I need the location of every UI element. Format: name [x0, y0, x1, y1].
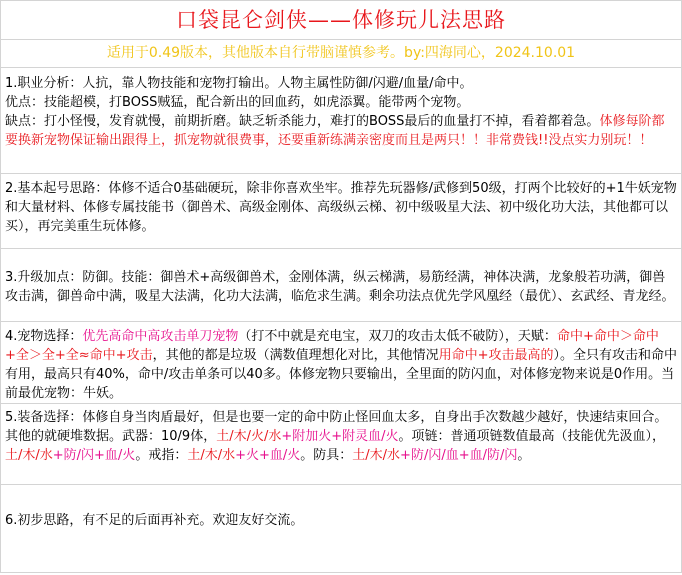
- pet-text-4: ）。全只有攻击和命中有用，最高只有40%，命中/攻击单条可以40多。体修宠物只要输出，全里面的防闪血，对体修宠物来说是0作用。当前最优宠物：牛妖。: [5, 348, 678, 401]
- pet-text-1: 4.宠物选择：: [5, 329, 83, 344]
- section-equipment: [1, 404, 681, 485]
- armor-elements: 土/木/水: [352, 448, 401, 463]
- section-job-analysis: [1, 68, 681, 174]
- equip-text-2: 。项链：普通项链数值最高（技能优先汲血），: [398, 429, 666, 444]
- page-title: 口袋昆仑剑侠——体修玩儿法思路: [1, 1, 681, 40]
- weapon-extras: +附加火+附灵血/火: [281, 429, 399, 444]
- pet-text-2: （打不中就是充电宝，双刀的攻击太低不破防），天赋：: [238, 329, 557, 344]
- necklace-extras: +防/闪+血/火: [52, 448, 136, 463]
- job-analysis-line: 1.职业分析：人抗，靠人物技能和宠物打输出。人物主属性防御/闪避/血量/命中。: [5, 76, 473, 91]
- ring-elements: 土/木/水: [187, 448, 236, 463]
- weapon-elements: 土/木/火/水: [216, 429, 282, 444]
- section-level-points: [1, 249, 681, 322]
- closing-text: 6.初步思路，有不足的后面再补充。欢迎友好交流。: [5, 513, 304, 528]
- ring-extras: +火+血/火: [235, 448, 301, 463]
- necklace-elements: 土/木/水: [5, 448, 53, 463]
- pet-highlight-2: 命中+命中＞命中+全＞全+全≈命中+攻击: [5, 329, 659, 363]
- warning-text: 体修每阶都要换新宠物保证输出跟得上，抓宠物就很费事，还要重新练满亲密度而且是两只！！非常费钱!!没点实力别玩！！: [5, 114, 665, 148]
- equip-text-1: 5.装备选择：体修自身当肉盾最好，但是也要一定的命中防止怪回血太多，自身出手次数越少越好，快速结束回合。其他的就硬堆数据。武器：10/9体，: [5, 410, 668, 444]
- cons-line: 缺点：打小怪慢，发育就慢，前期折磨。缺乏斩杀能力，难打的BOSS最后的血量打不掉，看着都着急。: [5, 114, 600, 129]
- level-points-text: 3.升级加点：防御。技能：御兽术+高级御兽术，金刚体满，纵云梯满，易筋经满，神体决满，龙象般若功满，御兽攻击满，御兽命中满，吸星大法满，化功大法满，临危求生满。剩余功法点优先学风凰经（最优）、玄武经、青龙经。: [5, 270, 675, 304]
- section-start-strategy: [1, 174, 681, 249]
- pet-text-3: ，其他的都是垃圾（满数值理想化对比，其他情况: [152, 348, 439, 363]
- section-pet-selection: [1, 322, 681, 404]
- section-closing: [1, 485, 681, 575]
- pet-highlight-1: 优先高命中高攻击单刀宠物: [82, 329, 239, 344]
- start-strategy-text: 2.基本起号思路：体修不适合0基础硬玩，除非你喜欢坐牢。推荐先玩器修/武修到50级，打两个比较好的+1牛妖宠物和大量材料、体修专属技能书（御兽术、高级金刚体、高级纵云梯、初中级吸星大法、初中级化功大法，其他都可以买），再完美重生玩体修。: [5, 181, 677, 234]
- armor-extras: +防/闪/血+血/防/闪: [400, 448, 518, 463]
- equip-text-4: 。防具：: [300, 448, 353, 463]
- equip-text-5: 。: [517, 448, 531, 463]
- equip-text-3: 。戒指：: [135, 448, 188, 463]
- pet-highlight-3: 用命中+攻击最高的: [438, 348, 554, 363]
- page-subtitle: 适用于0.49版本，其他版本自行带脑谨慎参考。by:四海同心，2024.10.01: [1, 40, 681, 68]
- pros-line: 优点：技能超模，打BOSS贼猛，配合新出的回血药，如虎添翼。能带两个宠物。: [5, 95, 470, 110]
